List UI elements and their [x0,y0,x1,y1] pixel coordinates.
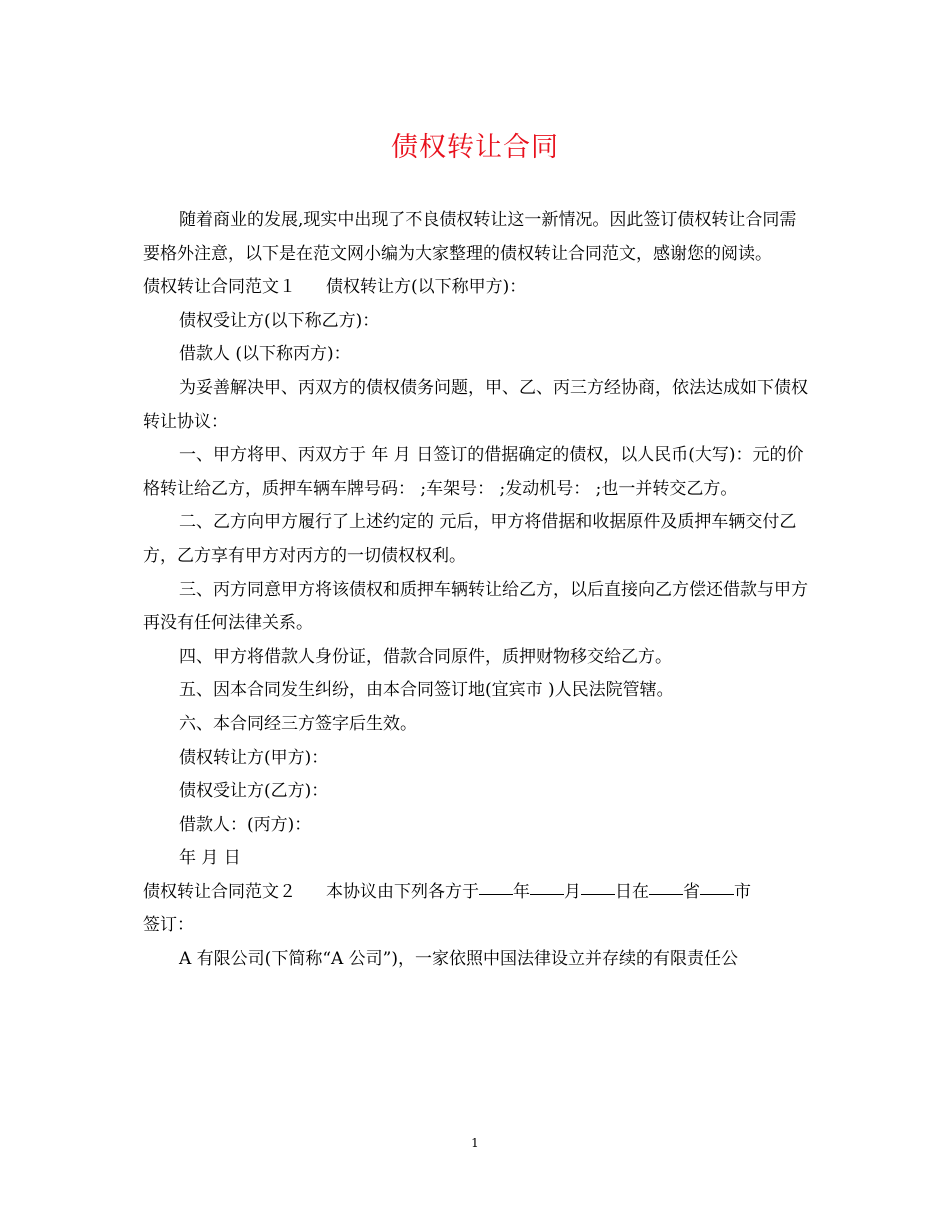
opening-year: 年 [513,881,530,902]
document-body [143,204,809,977]
opening-end: 签订： [143,915,194,936]
sample2-heading: 债权转让合同范文２ [143,881,296,902]
opening-province: 省 [683,881,700,902]
signature-date: 年 月 日 [179,848,241,869]
party-a-paragraph: A 有限公司(下简称“A 公司”)，一家依照中国法律设立并存续的有限责任公 [179,949,739,970]
opening-city: 市 [734,881,751,902]
blank-line [581,893,615,895]
clause-3: 三、丙方同意甲方将该债权和质押车辆转让给乙方，以后直接向乙方偿还借款与甲方再没有任何法律关系。 [143,579,808,634]
clause-1: 一、甲方将甲、丙双方于 年 月 日签订的借据确定的债权，以人民币(大写)：元的价格转让给乙方，质押车辆车牌号码： ;车架号： ;发动机号： ;也一并转交乙方。 [143,445,804,499]
blank-line [479,893,513,895]
opening-text: 本协议由下列各方于 [326,881,479,902]
intro-paragraph: 随着商业的发展,现实中出现了不良债权转让这一新情况。因此签订债权转让合同需要格外注意，以下是在范文网小编为大家整理的债权转让合同范文，感谢您的阅读。 [143,210,797,264]
signature-borrower: 借款人：(丙方)： [179,814,312,835]
document-title: 债权转让合同 [391,132,559,163]
blank-line [700,893,734,895]
transferor-line: 债权转让方(以下称甲方)： [326,277,527,298]
opening-month: 月 [564,881,581,902]
signature-transferor: 债权转让方(甲方)： [179,747,329,768]
preamble-paragraph: 为妥善解决甲、丙双方的债权债务问题，甲、乙、丙三方经协商，依法达成如下债权转让协议： [143,377,808,432]
transferee-line: 债权受让方(以下称乙方)： [179,310,380,331]
sample2-heading-line [143,876,809,943]
clause-5: 五、因本合同发生纠纷，由本合同签订地(宜宾市 )人民法院管辖。 [179,680,674,701]
sample1-heading: 债权转让合同范文１ [143,277,296,298]
opening-day: 日在 [615,881,649,902]
clause-6: 六、本合同经三方签字后生效。 [179,713,417,734]
sample1-heading-line [143,271,809,305]
page-number: 1 [471,1136,479,1150]
blank-line [530,893,564,895]
signature-transferee: 债权受让方(乙方)： [179,781,329,802]
blank-line [649,893,683,895]
clause-4: 四、甲方将借款人身份证，借款合同原件，质押财物移交给乙方。 [179,646,672,667]
borrower-line: 借款人 (以下称丙方)： [179,344,351,365]
clause-2: 二、乙方向甲方履行了上述约定的 元后，甲方将借据和收据原件及质押车辆交付乙方，乙方享有甲方对丙方的一切债权权利。 [143,512,797,566]
